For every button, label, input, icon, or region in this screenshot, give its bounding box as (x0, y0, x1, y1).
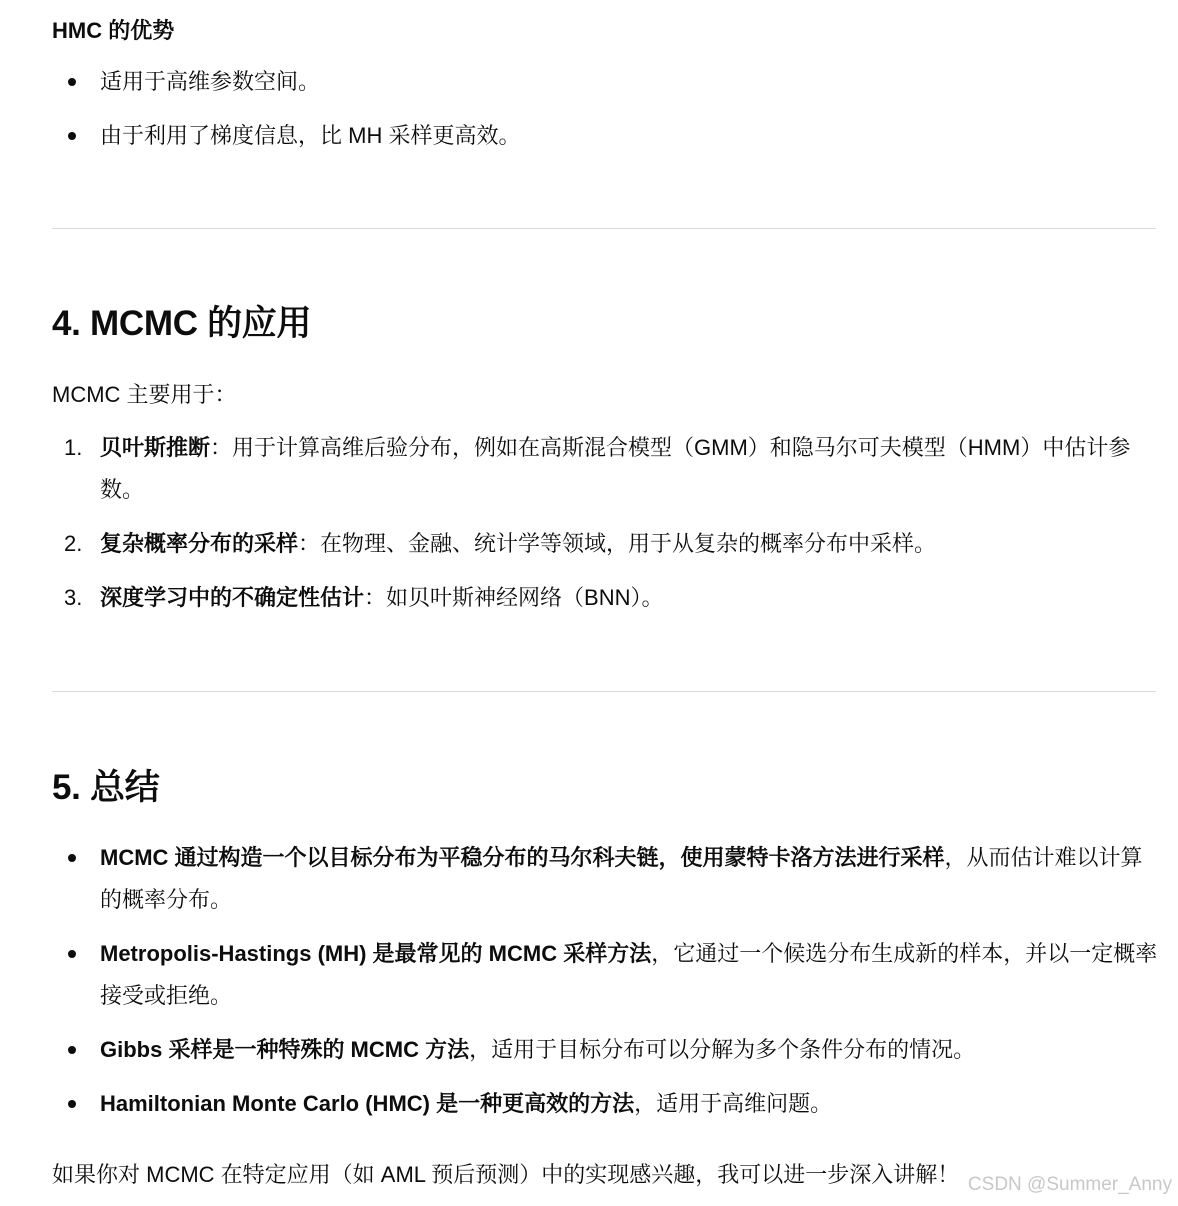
section-heading-applications: 4. MCMC 的应用 (52, 304, 312, 343)
bullet-icon (68, 950, 76, 958)
hmc-advantages-title: HMC 的优势 (52, 18, 175, 43)
list-item-text (100, 427, 1162, 511)
list-item-rest: ，适用于高维问题。 (634, 1091, 833, 1116)
list-item-bold: 深度学习中的不确定性估计 (100, 585, 365, 610)
section-divider (52, 228, 1156, 229)
closing-paragraph: 如果你对 MCMC 在特定应用（如 AML 预后预测）中的实现感兴趣，我可以进一步深入讲解！ (52, 1162, 960, 1187)
hmc-advantages-list (52, 64, 1162, 164)
list-item-number: 3. (64, 585, 83, 610)
list-item-bold: MCMC 通过构造一个以目标分布为平稳分布的马尔科夫链，使用蒙特卡洛方法进行采样 (100, 845, 945, 870)
section-divider (52, 691, 1156, 692)
applications-list (52, 430, 1162, 630)
list-item-number: 1. (64, 435, 83, 460)
list-item-text: 由于利用了梯度信息，比 MH 采样更高效。 (100, 123, 521, 148)
watermark: CSDN @Summer_Anny (967, 1174, 1172, 1195)
list-item-rest: ：在物理、金融、统计学等领域，用于从复杂的概率分布中采样。 (298, 531, 937, 556)
bullet-icon (68, 132, 76, 140)
list-item-bold: Metropolis-Hastings (MH) 是最常见的 MCMC 采样方法 (100, 941, 652, 966)
summary-list (52, 840, 1162, 1130)
applications-intro: MCMC 主要用于： (52, 382, 237, 407)
list-item-text: 适用于高维参数空间。 (100, 69, 321, 94)
bullet-icon (68, 1100, 76, 1108)
section-heading-summary: 5. 总结 (52, 768, 160, 807)
list-item-bold: Hamiltonian Monte Carlo (HMC) 是一种更高效的方法 (100, 1091, 635, 1116)
list-item-text (100, 837, 1160, 921)
list-item-rest: ：用于计算高维后验分布，例如在高斯混合模型（GMM）和隐马尔可夫模型（HMM）中估计参数。 (100, 435, 1131, 502)
list-item-text (100, 523, 1160, 565)
list-item-rest: ，适用于目标分布可以分解为多个条件分布的情况。 (469, 1037, 976, 1062)
list-item-rest: ，从而估计难以计算的概率分布。 (100, 845, 1143, 912)
list-item-text (100, 1029, 1160, 1071)
bullet-icon (68, 854, 76, 862)
list-item-text (100, 577, 1160, 619)
list-item-bold: Gibbs 采样是一种特殊的 MCMC 方法 (100, 1037, 470, 1062)
bullet-icon (68, 78, 76, 86)
list-item-text (100, 1083, 1160, 1125)
list-item-rest: ，它通过一个候选分布生成新的样本，并以一定概率接受或拒绝。 (100, 941, 1158, 1008)
list-item-bold: 贝叶斯推断 (100, 435, 211, 460)
list-item-rest: ：如贝叶斯神经网络（BNN）。 (364, 585, 664, 610)
bullet-icon (68, 1046, 76, 1054)
list-item-bold: 复杂概率分布的采样 (100, 531, 299, 556)
list-item-number: 2. (64, 531, 83, 556)
list-item-text (100, 933, 1160, 1017)
